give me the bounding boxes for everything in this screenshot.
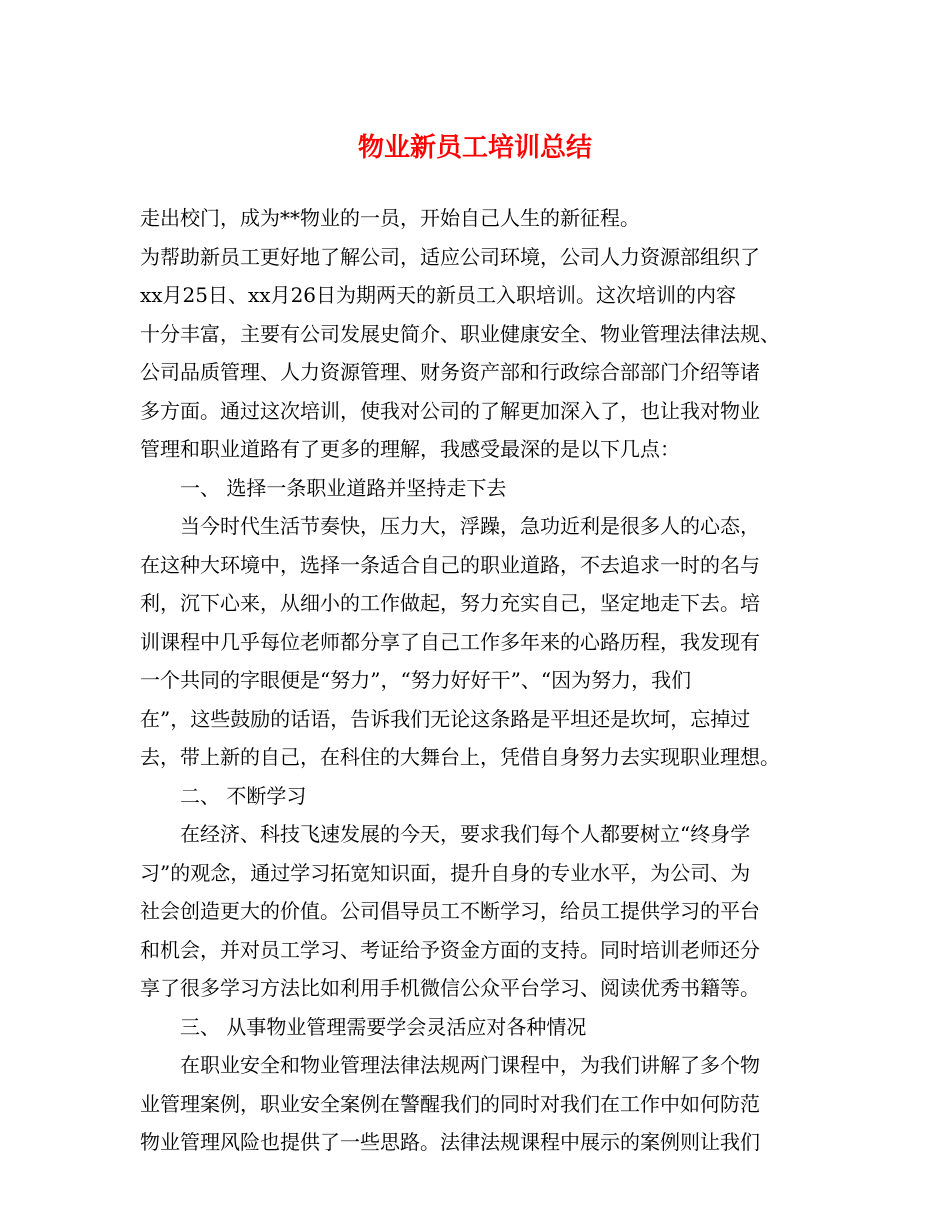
paragraph-line: 在职业安全和物业管理法律法规两门课程中，为我们讲解了多个物 — [180, 1053, 760, 1077]
paragraph-line: 一个共同的字眼便是“努力”，“努力好好干”、“因为努力，我们 — [140, 668, 692, 692]
paragraph-line: xx月25日、xx月26日为期两天的新员工入职培训。这次培训的内容 — [140, 283, 737, 307]
paragraph-line: 和机会，并对员工学习、考证给予资金方面的支持。同时培训老师还分 — [140, 937, 760, 962]
paragraph-line: 习”的观念，通过学习拓宽知识面，提升自身的专业水平，为公司、为 — [140, 860, 751, 885]
paragraph-line: 享了很多学习方法比如利用手机微信公众平台学习、阅读优秀书籍等。 — [140, 976, 760, 1000]
paragraph-line: 训课程中几乎每位老师都分享了自己工作多年来的心路历程，我发现有 — [140, 629, 760, 654]
paragraph-line: 在经济、科技飞速发展的今天，要求我们每个人都要树立“终身学 — [180, 822, 751, 846]
document-body — [140, 199, 820, 1162]
paragraph-line: 十分丰富，主要有公司发展史简介、职业健康安全、物业管理法律法规、 — [140, 321, 780, 346]
paragraph-line: 物业管理风险也提供了一些思路。法律法规课程中展示的案例则让我们 — [140, 1130, 760, 1154]
paragraph-line: 在这种大环境中，选择一条适合自己的职业道路，不去追求一时的名与 — [140, 552, 760, 577]
section-heading-2: 二、 不断学习 — [180, 783, 307, 808]
paragraph-line: 走出校门，成为**物业的一员，开始自己人生的新征程。 — [140, 206, 640, 230]
paragraph-line: 公司品质管理、人力资源管理、财务资产部和行政综合部部门介绍等诸 — [140, 360, 760, 384]
paragraph-line: 为帮助新员工更好地了解公司，适应公司环境，公司人力资源部组织了 — [140, 244, 760, 269]
paragraph-line: 管理和职业道路有了更多的理解，我感受最深的是以下几点： — [140, 437, 680, 461]
paragraph-line: 利，沉下心来，从细小的工作做起，努力充实自己，坚定地走下去。培 — [140, 591, 760, 615]
paragraph-line: 业管理案例，职业安全案例在警醒我们的同时对我们在工作中如何防范 — [140, 1091, 760, 1116]
paragraph-line: 社会创造更大的价值。公司倡导员工不断学习，给员工提供学习的平台 — [140, 899, 760, 923]
paragraph-line: 当今时代生活节奏快，压力大，浮躁，急功近利是很多人的心态， — [180, 514, 760, 538]
section-heading-1: 一、 选择一条职业道路并坚持走下去 — [180, 475, 507, 500]
paragraph-line: 在”，这些鼓励的话语，告诉我们无论这条路是平坦还是坎坷，忘掉过 — [140, 706, 751, 731]
document-title: 物业新员工培训总结 — [357, 133, 592, 163]
paragraph-line: 多方面。通过这次培训，使我对公司的了解更加深入了，也让我对物业 — [140, 398, 760, 423]
paragraph-line: 去，带上新的自己，在科住的大舞台上，凭借自身努力去实现职业理想。 — [140, 745, 780, 769]
section-heading-3: 三、 从事物业管理需要学会灵活应对各种情况 — [180, 1014, 587, 1039]
